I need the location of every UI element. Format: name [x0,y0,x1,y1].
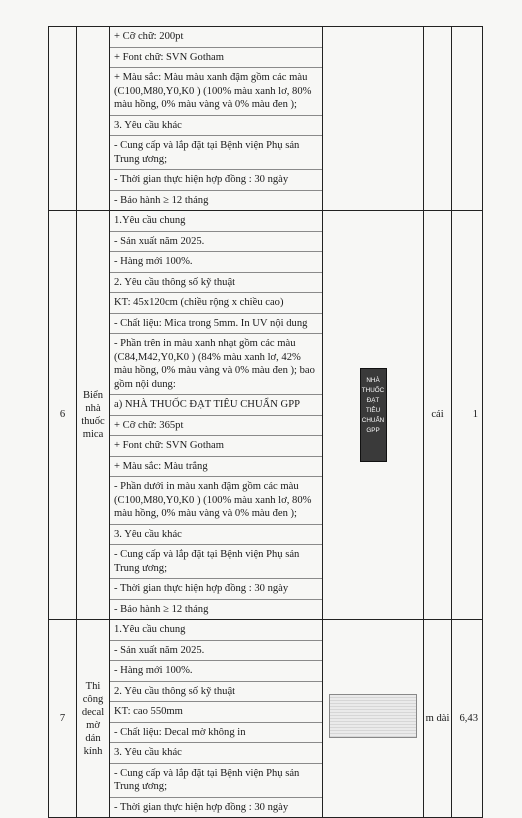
requirement-line: - Bảo hành ≥ 12 tháng [114,194,209,206]
item-name-word: Thi [85,680,101,692]
item-name-cell [77,620,110,818]
requirement-line: + Cỡ chữ: 200pt [110,27,322,48]
requirement-line: - Chất liệu: Decal mờ không in [110,723,322,744]
sign-text: CHUẨN [361,417,385,424]
item-name-word: mica [82,429,104,440]
requirement-line: - Thời gian thực hiện hợp đồng : 30 ngày [110,170,322,191]
requirement-line: KT: cao 550mm [110,702,322,723]
requirement-line: + Màu sắc: Màu màu xanh đậm gồm các màu (C100,M80,Y0,K0 ) (100% màu xanh lơ, 80% màu hồng, 0% màu vàng và 0% màu đen ); [110,68,322,116]
requirement-line: 1.Yêu cầu chung [110,620,322,641]
unit-cell: m dài [424,620,452,818]
table-row [49,620,483,818]
requirement-line: - Sản xuất năm 2025. [110,232,322,253]
sign-text: GPP [366,427,380,434]
item-name-word: decal [81,706,105,718]
requirement-line: - Thời gian thực hiện hợp đồng : 30 ngày [114,801,289,813]
item-name-cell [77,27,110,211]
sign-text: TIÊU [365,407,381,414]
sign-text: NHÀ [366,377,380,384]
image-cell [323,620,424,818]
item-name-cell [77,211,110,620]
requirement-line: - Hàng mới 100%. [110,252,322,273]
image-cell [323,211,424,620]
unit-cell [424,27,452,211]
requirement-line: + Font chữ: SVN Gotham [110,436,322,457]
pharmacy-sign-image [360,368,387,462]
requirement-line: 3. Yêu cầu khác [110,116,322,137]
item-name-word: công [82,693,104,705]
stt-cell: 6 [49,211,77,620]
item-name-word: nhà [85,403,101,414]
requirement-line: 3. Yêu cầu khác [110,525,322,546]
table-row [49,211,483,620]
item-name-word: Biển [82,390,103,401]
stt-cell [49,27,77,211]
requirements-cell [110,27,323,211]
requirement-line: - Chất liệu: Mica trong 5mm. In UV nội dung [110,314,322,335]
requirements-cell [110,211,323,620]
quantity-cell: 6,43 [452,620,483,818]
requirement-line: + Font chữ: SVN Gotham [110,48,322,69]
requirement-line: + Màu sắc: Màu trắng [110,457,322,478]
frosted-decal-image [329,694,417,738]
image-cell [323,27,424,211]
requirement-line: - Cung cấp và lắp đặt tại Bệnh viện Phụ sản Trung ương; [110,545,322,579]
item-name-word: thuốc [81,416,105,427]
item-name-word: mờ [86,719,100,731]
requirement-line: - Phần trên in màu xanh nhạt gồm các màu (C84,M42,Y0,K0 ) (84% màu xanh lơ, 42% màu hồng, 0% màu vàng và 0% màu đen ); bao gồm nội dung: [110,334,322,395]
quantity-cell [452,27,483,211]
item-name-word: kính [83,745,103,757]
requirement-line: 3. Yêu cầu khác [110,743,322,764]
requirement-line: - Phần dưới in màu xanh đậm gồm các màu (C100,M80,Y0,K0 ) (100% màu xanh lơ, 80% màu hồng, 0% màu vàng và 0% màu đen ); [110,477,322,525]
requirement-line: - Cung cấp và lắp đặt tại Bệnh viện Phụ sản Trung ương; [110,136,322,170]
requirement-line: 1.Yêu cầu chung [110,211,322,232]
requirement-line: - Sản xuất năm 2025. [110,641,322,662]
quantity-cell: 1 [452,211,483,620]
requirement-line: - Cung cấp và lắp đặt tại Bệnh viện Phụ sản Trung ương; [110,764,322,798]
requirement-line: - Bảo hành ≥ 12 tháng [114,603,209,615]
specification-table [48,26,483,818]
sign-text: ĐẠT [366,397,380,404]
requirement-line: - Thời gian thực hiện hợp đồng : 30 ngày [110,579,322,600]
requirement-line: + Cỡ chữ: 365pt [110,416,322,437]
requirements-cell [110,620,323,818]
item-name-word: dán [85,732,101,744]
sign-text: THUỐC [361,387,385,394]
requirement-line: a) NHÀ THUỐC ĐẠT TIÊU CHUẨN GPP [110,395,322,416]
requirement-line: KT: 45x120cm (chiều rộng x chiều cao) [110,293,322,314]
stt-cell: 7 [49,620,77,818]
requirement-line: 2. Yêu cầu thông số kỹ thuật [110,682,322,703]
requirement-line: - Hàng mới 100%. [110,661,322,682]
table-row [49,27,483,211]
requirement-line: 2. Yêu cầu thông số kỹ thuật [110,273,322,294]
unit-cell: cái [424,211,452,620]
